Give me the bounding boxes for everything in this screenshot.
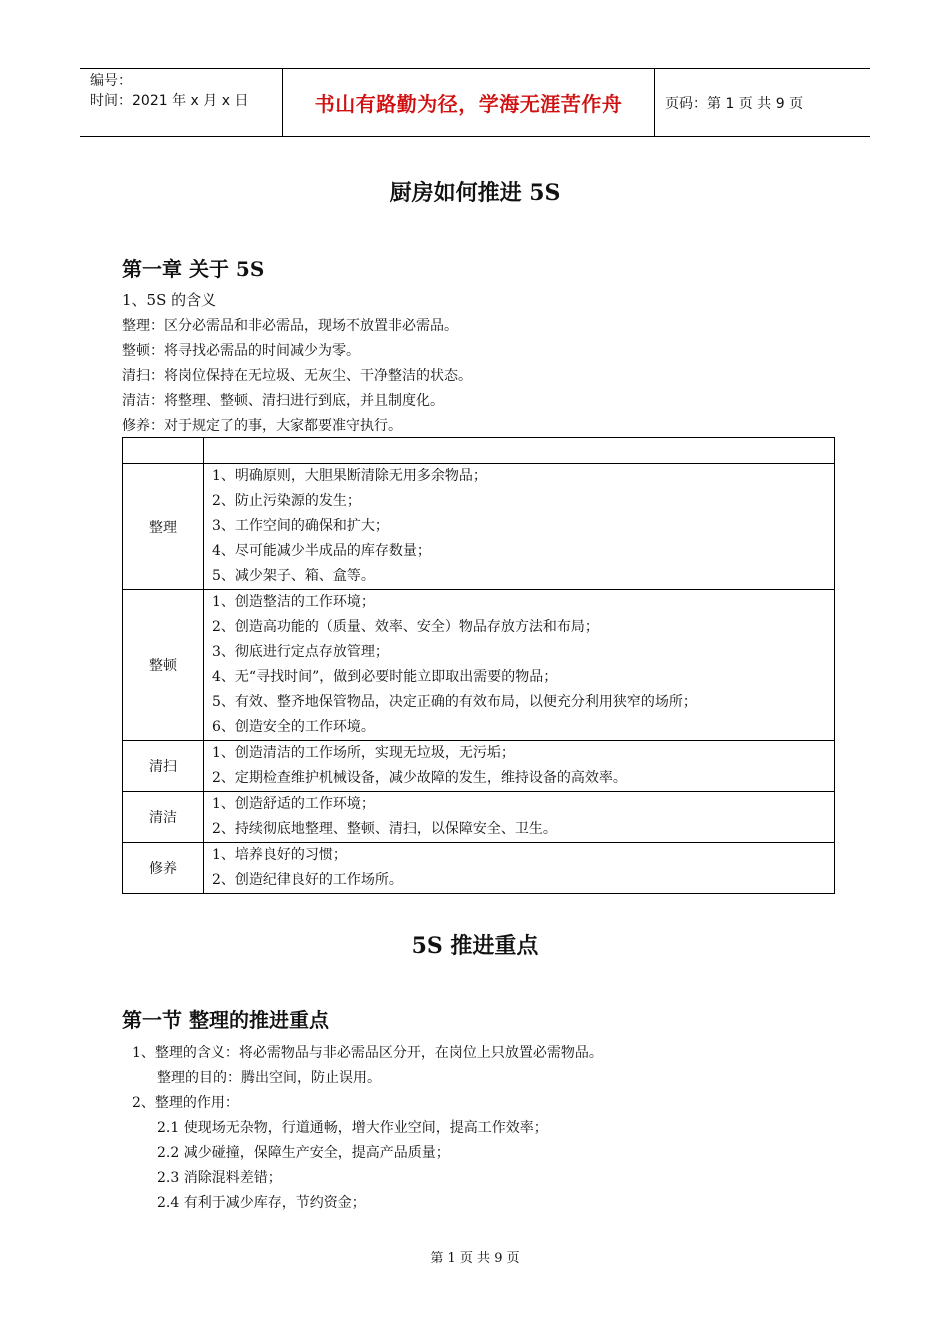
header-number-label: 编号： [90,73,132,89]
table-item: 1、培养良好的习惯； [212,847,347,863]
table-item: 1、创造清洁的工作场所，实现无垃圾，无污垢； [212,745,515,761]
page-footer: 第 1 页 共 9 页 [430,1251,520,1266]
table-item: 6、创造安全的工作环境。 [212,719,375,735]
header-page-info: 页码：第 1 页 共 9 页 [665,95,804,112]
chapter-heading: 第一章 关于 5S [122,257,265,281]
table-row-items [204,741,835,792]
table-item: 5、减少架子、箱、盒等。 [212,568,375,584]
section-line: 1、整理的含义：将必需物品与非必需品区分开，在岗位上只放置必需物品。 [132,1045,603,1061]
table-row-items [204,590,835,741]
table-header-row [123,438,835,464]
table-row [123,843,835,894]
table-cell [123,438,204,464]
table-row-key: 整理 [123,464,204,590]
table-row-items [204,843,835,894]
header-motto: 书山有路勤为径，学海无涯苦作舟 [282,69,655,136]
table-item: 5、有效、整齐地保管物品，决定正确的有效布局，以便充分利用狭窄的场所； [212,694,697,710]
table-row-key: 清扫 [123,741,204,792]
section-line: 2、整理的作用： [132,1095,239,1111]
table-item: 1、明确原则，大胆果断清除无用多余物品； [212,468,487,484]
header-date-label: 时间：2021 年 x 月 x 日 [90,93,249,109]
meaning-line: 整顿：将寻找必需品的时间减少为零。 [122,343,360,359]
section-line: 2.3 消除混料差错； [157,1170,282,1186]
meaning-line: 清扫：将岗位保持在无垃圾、无灰尘、干净整洁的状态。 [122,368,472,384]
table-item: 3、工作空间的确保和扩大； [212,518,389,534]
table-item: 2、持续彻底地整理、整顿、清扫，以保障安全、卫生。 [212,821,557,837]
table-row-key: 修养 [123,843,204,894]
table-item: 2、防止污染源的发生； [212,493,361,509]
table-row-key: 整顿 [123,590,204,741]
document-title: 厨房如何推进 5S [389,180,561,206]
table-item: 4、无“寻找时间”，做到必要时能立即取出需要的物品； [212,669,558,685]
table-item: 3、彻底进行定点存放管理； [212,644,389,660]
header-meta [80,69,282,136]
table-item: 4、尽可能减少半成品的库存数量； [212,543,431,559]
meaning-line: 清洁：将整理、整顿、清扫进行到底，并且制度化。 [122,393,444,409]
page-header [80,68,870,137]
section-line: 整理的目的：腾出空间，防止误用。 [157,1070,381,1086]
table-row-items [204,792,835,843]
table-item: 1、创造整洁的工作环境； [212,594,375,610]
5s-table [122,437,835,894]
table-item: 2、定期检查维护机械设备，减少故障的发生，维持设备的高效率。 [212,770,627,786]
meaning-line: 修养：对于规定了的事，大家都要准守执行。 [122,418,402,434]
table-cell [204,438,835,464]
table-row [123,741,835,792]
table-item: 1、创造舒适的工作环境； [212,796,375,812]
section-title: 5S 推进重点 [411,933,539,959]
table-row [123,792,835,843]
section-line: 2.2 减少碰撞，保障生产安全，提高产品质量； [157,1145,450,1161]
table-row-key: 清洁 [123,792,204,843]
table-row-items [204,464,835,590]
table-item: 2、创造纪律良好的工作场所。 [212,872,403,888]
meaning-line: 整理：区分必需品和非必需品，现场不放置非必需品。 [122,318,458,334]
section-heading: 第一节 整理的推进重点 [122,1008,329,1032]
chapter-subheading: 1、5S 的含义 [122,291,217,309]
table-item: 2、创造高功能的（质量、效率、安全）物品存放方法和布局； [212,619,599,635]
table-row [123,464,835,590]
section-line: 2.1 使现场无杂物，行道通畅，增大作业空间，提高工作效率； [157,1120,548,1136]
section-line: 2.4 有利于减少库存，节约资金； [157,1195,366,1211]
table-row [123,590,835,741]
